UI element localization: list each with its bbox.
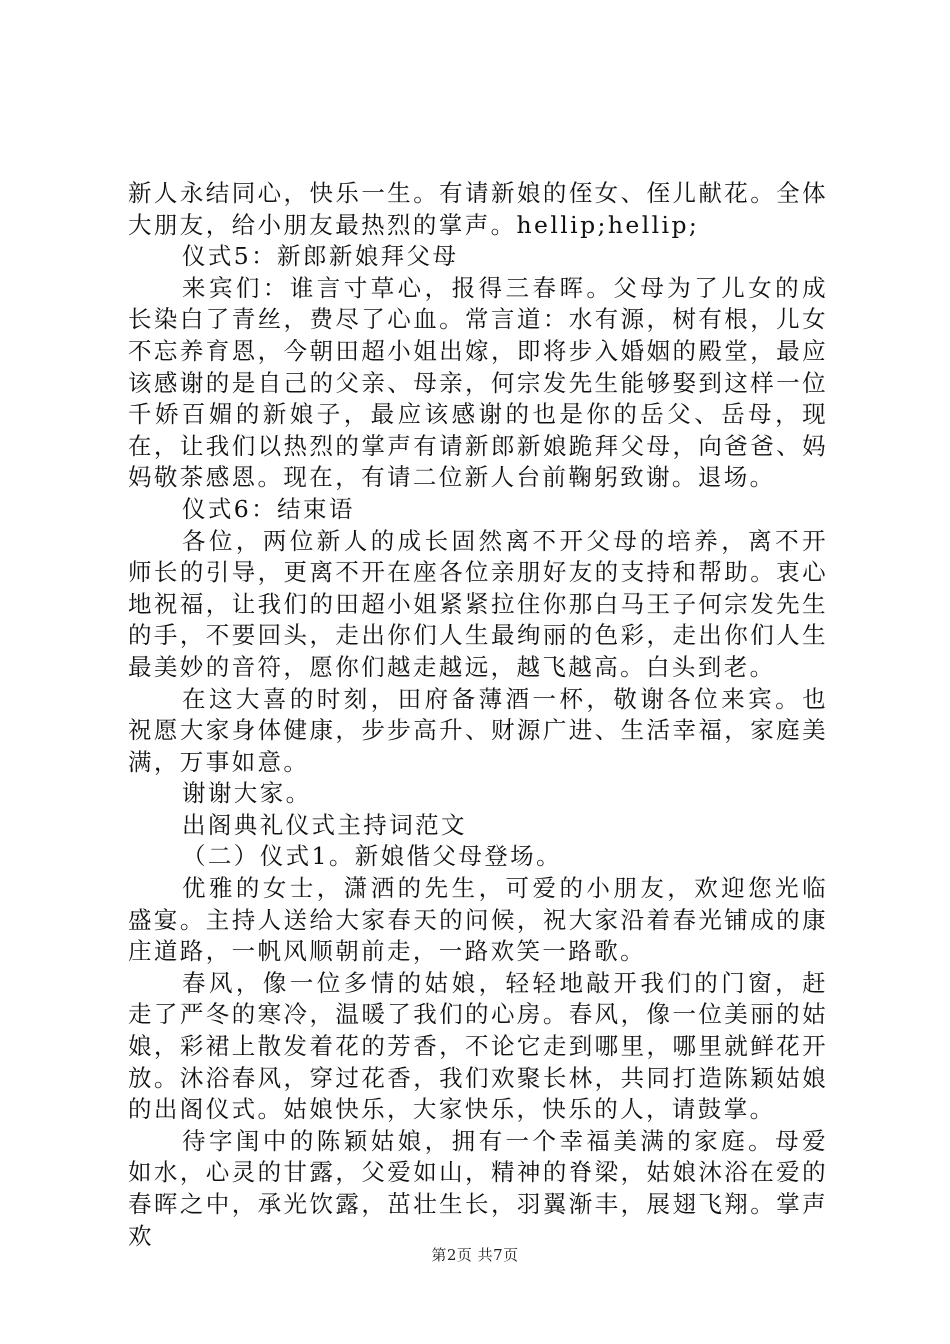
section-heading-ritual-6: 仪式6：结束语: [182, 494, 355, 523]
paragraph-2: 来宾们：谁言寸草心，报得三春晖。父母为了儿女的成长染白了青丝，费尽了心血。常言道：水有源，树有根，儿女不忘养育恩，今朝田超小姐出嫁，即将步入婚姻的殿堂，最应该感谢的是自己的父亲、母亲，何宗发先生能够娶到这样一位千娇百媚的新娘子，最应该感谢的也是你的岳父、岳母，现在，让我们以热烈的掌声有请新郎新娘跪拜父母，向爸爸、妈妈敬茶感恩。现在，有请二位新人台前鞠躬致谢。退场。: [128, 273, 828, 492]
page-number: 第2页 共7页: [431, 1246, 519, 1264]
paragraph-3: 各位，两位新人的成长固然离不开父母的培养，离不开师长的引导，更离不开在座各位亲朋好友的支持和帮助。衷心地祝福，让我们的田超小姐紧紧拉住你那白马王子何宗发先生的手，不要回头，走出你们人生最绚丽的色彩，走出你们人生最美妙的音符，愿你们越走越远，越飞越高。白头到老。: [128, 526, 828, 681]
paragraph-6: 优雅的女士，潇洒的先生，可爱的小朋友，欢迎您光临盛宴。主持人送给大家春天的问候，祝大家沿着春光铺成的康庄道路，一帆风顺朝前走，一路欢笑一路歌。: [128, 874, 828, 966]
section-heading-ritual-1: （二）仪式1。新娘偕父母登场。: [182, 842, 562, 871]
paragraph-8: 待字闺中的陈颖姑娘，拥有一个幸福美满的家庭。母爱如水，心灵的甘露，父爱如山，精神的脊梁，姑娘沐浴在爱的春晖之中，承光饮露，茁壮生长，羽翼渐丰，展翅飞翔。掌声欢: [128, 1126, 828, 1250]
section-title: 出阁典礼仪式主持词范文: [182, 810, 467, 839]
paragraph-5: 谢谢大家。: [182, 779, 312, 808]
paragraph-4: 在这大喜的时刻，田府备薄酒一杯，敬谢各位来宾。也祝愿大家身体健康，步步高升、财源广进、生活幸福，家庭美满，万事如意。: [128, 684, 828, 776]
document-body: [128, 178, 828, 1252]
paragraph-7: 春风，像一位多情的姑娘，轻轻地敲开我们的门窗，赶走了严冬的寒冷，温暖了我们的心房。春风，像一位美丽的姑娘，彩裙上散发着花的芳香，不论它走到哪里，哪里就鲜花开放。沐浴春风，穿过花香，我们欢聚长林，共同打造陈颖姑娘的出阁仪式。姑娘快乐，大家快乐，快乐的人，请鼓掌。: [128, 968, 828, 1124]
section-heading-ritual-5: 仪式5：新郎新娘拜父母: [182, 242, 459, 271]
paragraph-1: 新人永结同心，快乐一生。有请新娘的侄女、侄儿献花。全体大朋友，给小朋友最热烈的掌声。hellip;hellip;: [128, 179, 828, 239]
